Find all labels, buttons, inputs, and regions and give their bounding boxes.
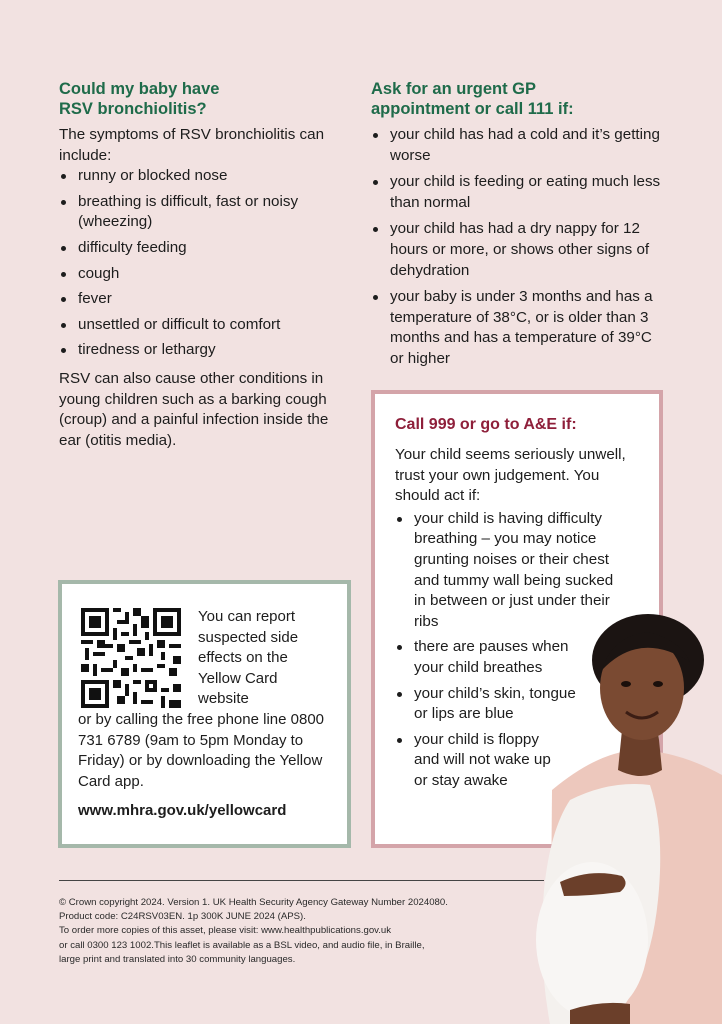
list-item: unsettled or difficult to comfort [59, 315, 339, 336]
pregnant-woman-photo [530, 600, 722, 1024]
list-item: your child is floppy and will not wake up or stay awake [395, 730, 564, 792]
footer-divider [59, 880, 544, 881]
gp-heading: Ask for an urgent GP appointment or call 111 if: [371, 80, 574, 118]
symptoms-heading: Could my baby have RSV bronchiolitis? [59, 80, 220, 118]
footer-line: large print and translated into 30 community languages. [59, 953, 296, 965]
list-item: your baby is under 3 months and has a temperature of 38°C, or is older than 3 months and has a temperature of 39°C or higher [371, 287, 661, 369]
list-item: fever [59, 289, 339, 310]
list-item: runny or blocked nose [59, 166, 339, 187]
footer-line: Product code: C24RSV03EN. 1p 300K JUNE 2024 (APS). [59, 911, 306, 923]
gp-list [371, 125, 661, 370]
list-item: cough [59, 264, 339, 285]
symptoms-list [59, 166, 339, 361]
yellow-card-link[interactable]: www.mhra.gov.uk/yellowcard [78, 802, 287, 819]
list-item: there are pauses when your child breathes [395, 637, 592, 678]
list-item: your child has had a dry nappy for 12 hours or more, or shows other signs of dehydration [371, 219, 661, 281]
list-item: your child is feeding or eating much less than normal [371, 172, 661, 213]
footer-line: or call 0300 123 1002.This leaflet is available as a BSL video, and audio file, in Braille, [59, 939, 425, 951]
list-item: your child has had a cold and it’s getting worse [371, 125, 661, 166]
footer-line: To order more copies of this asset, please visit: www.healthpublications.gov.uk [59, 925, 392, 937]
qr-code-icon[interactable] [81, 608, 181, 708]
yellow-card-box [58, 580, 351, 848]
list-item: your child’s skin, tongue or lips are blue [395, 684, 592, 725]
symptoms-intro: The symptoms of RSV bronchiolitis can include: [59, 126, 325, 164]
symptoms-section [59, 79, 339, 451]
list-item: your child is having difficulty breathing – you may notice grunting noises or their chest and tummy wall being sucked in between or just under their ribs [395, 509, 624, 633]
list-item: breathing is difficult, fast or noisy (wheezing) [59, 192, 339, 233]
footer-line: © Crown copyright 2024. Version 1. UK Health Security Agency Gateway Number 2024080. [59, 897, 448, 908]
gp-section [371, 79, 661, 376]
other-conditions-text: RSV can also cause other conditions in young children such as a barking cough (croup) and a painful infection inside the ear (otitis media). [59, 369, 329, 449]
yellow-card-text: You can report suspected side effects on the Yellow Card website [198, 608, 299, 708]
emergency-intro: Your child seems seriously unwell, trust your own judgement. You should act if: [395, 446, 626, 505]
yellow-card-text-continued: or by calling the free phone line 0800 731 6789 (9am to 5pm Monday to Friday) or by downloading the Yellow Card app. [78, 711, 325, 790]
emergency-heading: Call 999 or go to A&E if: [395, 416, 577, 433]
list-item: difficulty feeding [59, 238, 339, 259]
list-item: tiredness or lethargy [59, 340, 339, 361]
footer [59, 896, 529, 967]
